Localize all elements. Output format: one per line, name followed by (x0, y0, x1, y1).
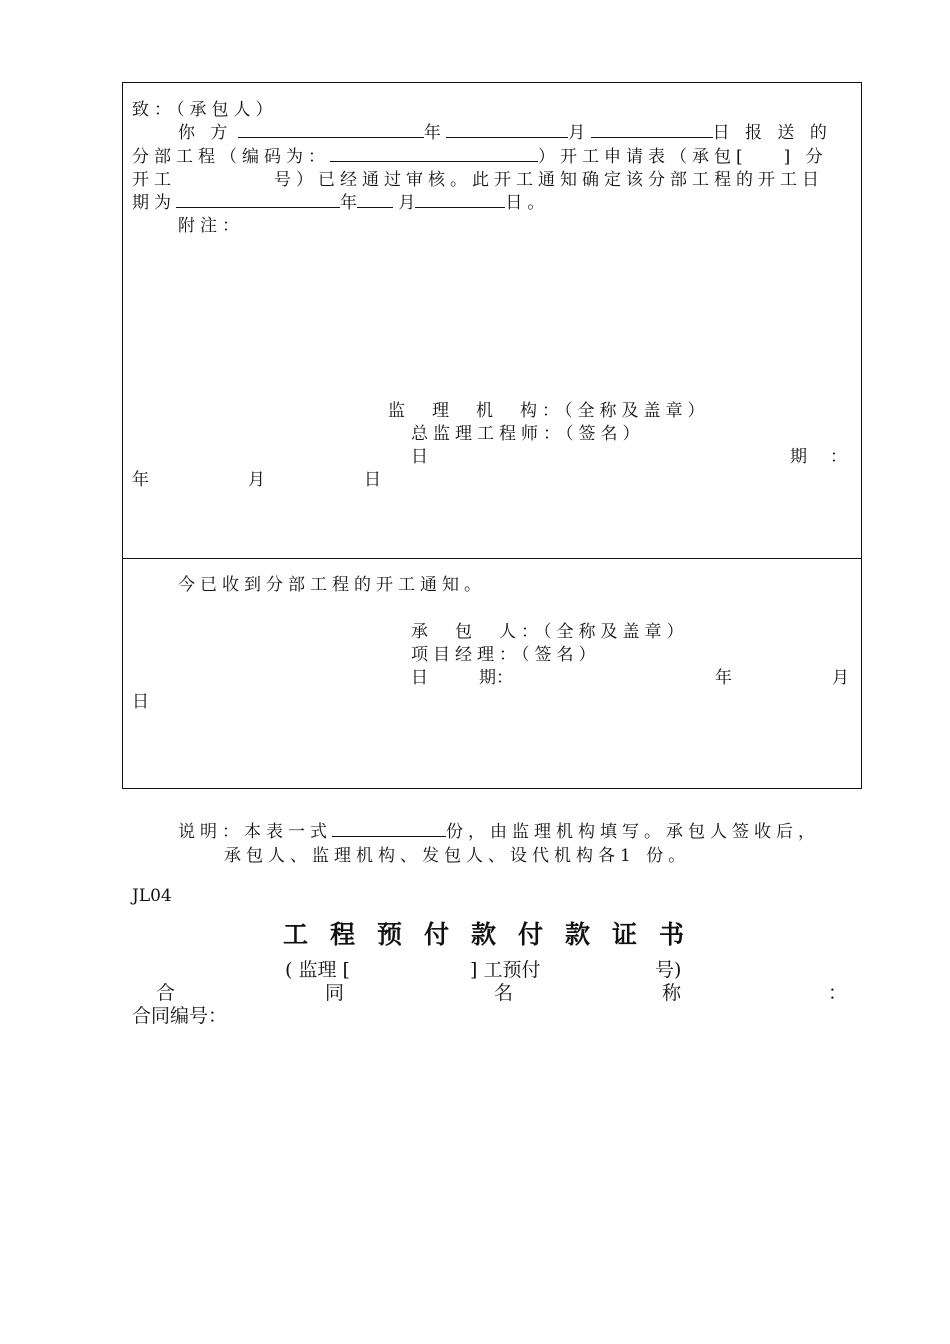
attachment-label: 附注： (178, 216, 244, 236)
subtitle-mid: ] 工预付 (470, 959, 541, 981)
notice-date-month: 月 (248, 470, 265, 490)
notice-line-2 (132, 142, 828, 167)
manager-label: 项目经理：（签名） (411, 645, 601, 665)
notice-date-day-label: 日 (411, 447, 428, 467)
receipt-date-year: 年 (715, 668, 732, 688)
note-line-2: 承包人、监理机构、发包人、设代机构各1 份。 (224, 846, 691, 866)
start-day-blank (415, 193, 505, 208)
contract-name-char-2: 同 (325, 982, 345, 1004)
line1-year: 年 (423, 123, 441, 143)
receipt-date-label: 日 期： (411, 668, 513, 688)
notice-date-period-label: 期 (790, 447, 807, 467)
receipt-date-month: 月 (832, 668, 849, 688)
submit-month-blank (446, 123, 568, 138)
notice-line-4 (132, 188, 549, 213)
form-title: 工程预付款付款证书 (283, 920, 707, 949)
recipient-line: 致：（承包人） (132, 100, 278, 120)
line1-month: 月 (568, 123, 586, 143)
line4-year: 年 (340, 193, 357, 213)
contract-name-char-1: 合 (156, 982, 176, 1004)
notice-date-day: 日 (364, 470, 381, 490)
line1-prefix: 你 方 (178, 123, 233, 143)
section-divider (122, 558, 862, 559)
line4-day: 日。 (505, 193, 550, 213)
line4-prefix: 期为 (132, 193, 176, 213)
line1-day-tail: 日 报 送 的 (712, 123, 832, 143)
receipt-date-day: 日 (132, 692, 149, 712)
notice-date-colon: ： (830, 447, 847, 467)
line3-prefix: 开工 (132, 170, 176, 190)
line2-suffix: ）开工申请表（承包[ (538, 147, 748, 167)
notice-date-year: 年 (132, 470, 149, 490)
start-year-blank (176, 193, 340, 208)
line2-prefix: 分部工程（编码为： (132, 147, 330, 167)
receipt-text: 今已收到分部工程的开工通知。 (178, 575, 486, 595)
contract-number-label: 合同编号： (132, 1005, 228, 1027)
submit-year-blank (238, 123, 424, 138)
contract-name-char-4: 称 (662, 982, 682, 1004)
supervisor-org-label: 监 理 机 构：（全称及盖章） (388, 401, 710, 421)
line3-number-tail: 号）已经通过审核。此开工通知确定该分部工程的开工日 (274, 170, 824, 190)
note-prefix: 说明：本表一式 (178, 822, 332, 842)
submit-day-blank (591, 123, 713, 138)
contract-name-colon: ： (828, 982, 848, 1004)
note-line-1 (178, 817, 820, 842)
subtitle-open: ( 监理 [ (285, 959, 350, 981)
line4-month: 月 (398, 193, 416, 213)
code-blank (330, 147, 538, 162)
copies-blank (332, 822, 446, 837)
notice-line-1 (178, 118, 832, 143)
note-suffix: 份，由监理机构填写。承包人签收后， (446, 822, 820, 842)
contractor-label: 承 包 人：（全称及盖章） (411, 622, 689, 642)
line2-tail: ] 分 (783, 147, 828, 167)
subtitle-close: 号) (655, 959, 682, 981)
form-code: JL04 (132, 886, 172, 906)
chief-engineer-label: 总监理工程师：（签名） (411, 424, 645, 444)
start-month-blank (357, 193, 393, 208)
contract-name-char-3: 名 (494, 982, 514, 1004)
notice-line-3 (132, 165, 824, 190)
